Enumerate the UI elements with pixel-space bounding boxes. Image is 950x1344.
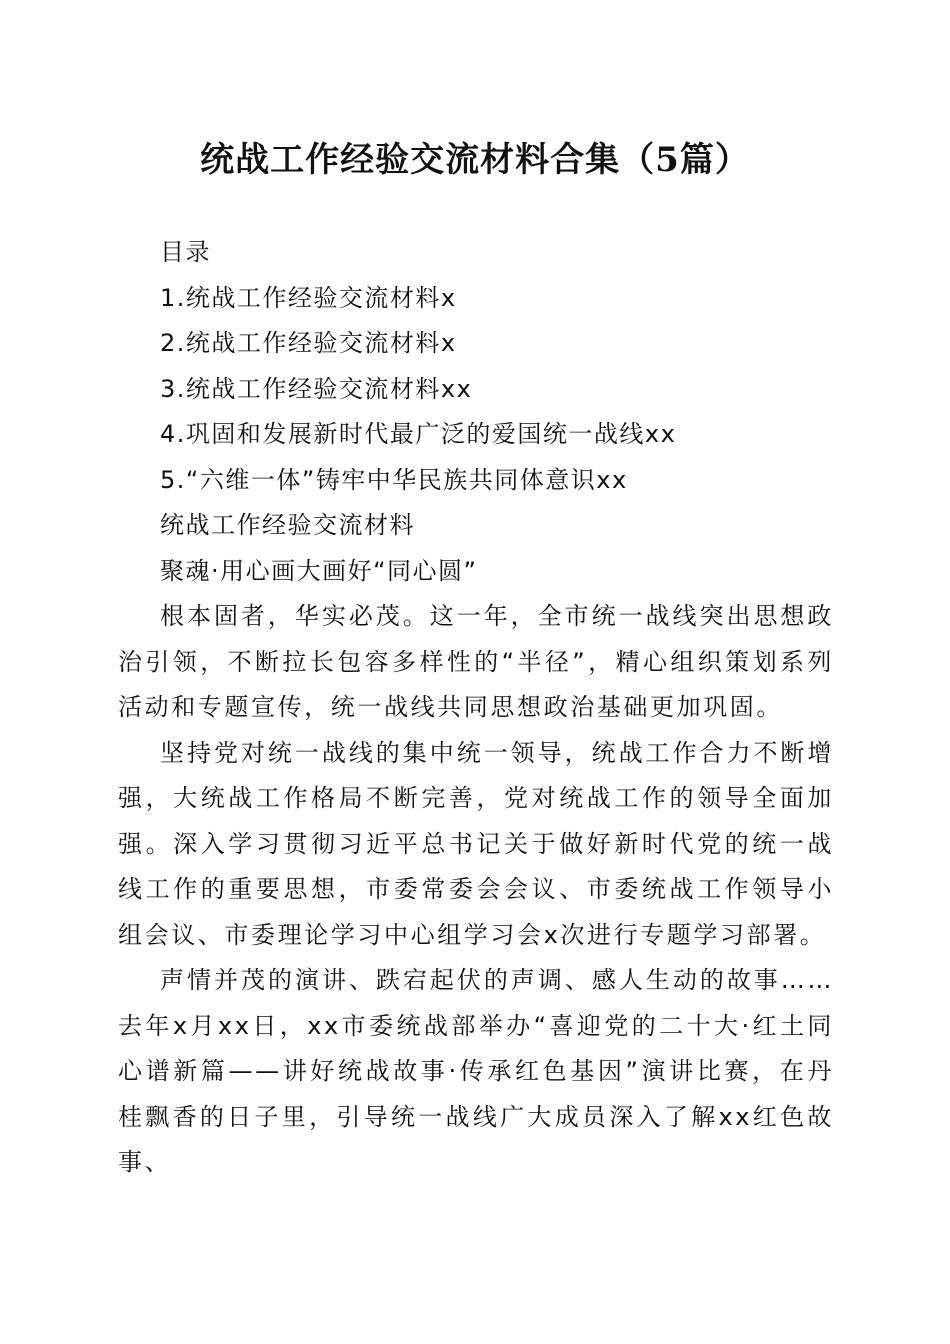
toc-item[interactable]: 5.“六维一体”铸牢中华民族共同体意识xx <box>160 465 628 494</box>
document-body <box>118 230 834 1186</box>
toc-item[interactable]: 4.巩固和发展新时代最广泛的爱国统一战线xx <box>160 420 677 448</box>
toc-heading: 目录 <box>160 238 211 266</box>
toc-item[interactable]: 3.统战工作经验交流材料xx <box>160 374 473 403</box>
body-paragraph: 根本固者，华实必茂。这一年，全市统一战线突出思想政治引领，不断拉长包容多样性的“半径”，精心组织策划系列活动和专题宣传，统一战线共同思想政治基础更加巩固。 <box>118 602 834 721</box>
section-title: 统战工作经验交流材料 <box>160 511 415 539</box>
section-subtitle: 聚魂·用心画大画好“同心圆” <box>160 556 478 585</box>
toc-item[interactable]: 1.统战工作经验交流材料x <box>160 283 457 312</box>
document-title: 统战工作经验交流材料合集（5篇） <box>200 140 750 180</box>
table-of-contents <box>118 276 834 504</box>
body-paragraph: 坚持党对统一战线的集中统一领导，统战工作合力不断增强，大统战工作格局不断完善，党对统战工作的领导全面加强。深入学习贯彻习近平总书记关于做好新时代党的统一战线工作的重要思想，市委常委会会议、市委统战工作领导小组会议、市委理论学习中心组学习会x次进行专题学习部署。 <box>118 738 834 949</box>
toc-item[interactable]: 2.统战工作经验交流材料x <box>160 329 457 357</box>
body-paragraph: 声情并茂的演讲、跌宕起伏的声调、感人生动的故事……去年x月xx日，xx市委统战部举办“喜迎党的二十大·红土同心谱新篇——讲好统战故事·传承红色基因”演讲比赛，在丹桂飘香的日子里，引导统一战线广大成员深入了解xx红色故事、 <box>118 966 834 1176</box>
